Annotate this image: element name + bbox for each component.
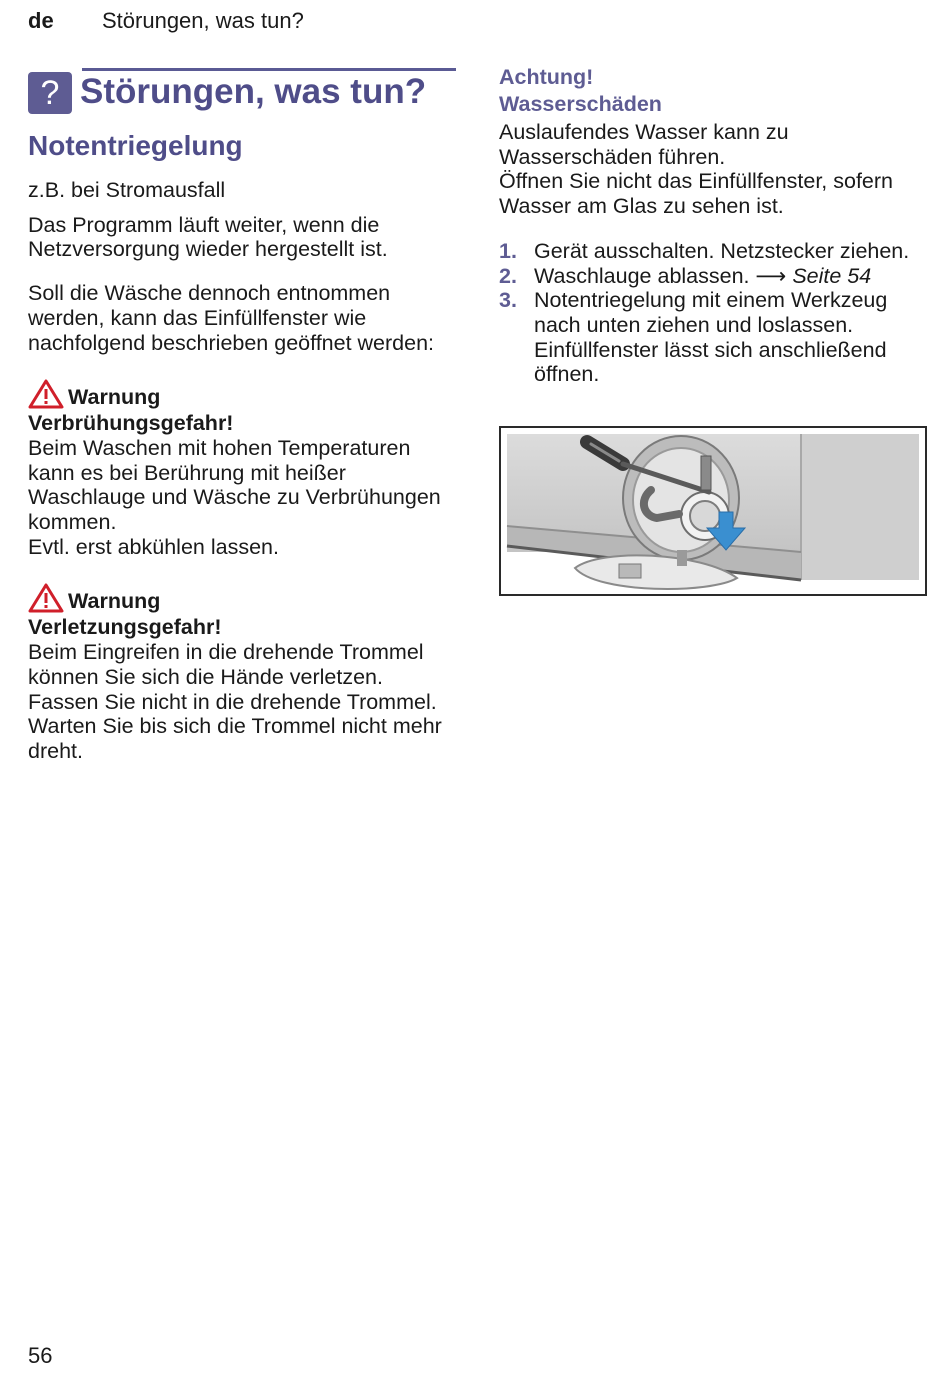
step-number: 1.	[499, 238, 517, 263]
paragraph-remove-laundry: Soll die Wäsche dennoch entnommen werden, kann das Einfüllfenster wie nachfolgend beschrieben geöffnet werden:	[28, 281, 435, 355]
warning-advice: Evtl. erst abkühlen lassen.	[28, 534, 279, 559]
step-number: 3.	[499, 288, 517, 313]
warning-injury	[28, 583, 460, 763]
emergency-release-illustration	[499, 426, 927, 596]
page-number: 56	[28, 1343, 53, 1368]
step-text: Gerät ausschalten. Netzstecker ziehen.	[534, 238, 910, 263]
step-item	[499, 239, 929, 264]
warning-text: Beim Waschen mit hohen Temperaturen kann es bei Berührung mit heißer Waschlauge und Wäsche zu Verbrühungen kommen.	[28, 435, 441, 535]
question-icon: ?	[28, 72, 72, 114]
warning-label: Warnung	[68, 588, 161, 613]
warning-text: Beim Eingreifen in die drehende Trommel können Sie sich die Hände verletzen.	[28, 640, 424, 689]
arrow-right-icon: ⟶	[755, 263, 787, 288]
step-number: 2.	[499, 263, 517, 288]
section-title: Notentriegelung	[28, 130, 243, 161]
warning-advice-wait: Warten Sie bis sich die Trommel nicht mehr dreht.	[28, 714, 442, 763]
paragraph-program-continues: Das Programm läuft weiter, wenn die Netzversorgung wieder hergestellt ist.	[28, 212, 388, 262]
warning-advice: Fassen Sie nicht in die drehende Trommel.	[28, 689, 437, 714]
step-item	[499, 288, 929, 387]
step-text: Notentriegelung mit einem Werkzeug nach unten ziehen und loslassen. Einfüllfenster lässt sich anschließend öffnen.	[534, 288, 888, 387]
warning-hazard: Verletzungsgefahr!	[28, 615, 222, 640]
warning-scalding	[28, 379, 460, 559]
paragraph-power-failure: z.B. bei Stromausfall	[28, 178, 226, 202]
right-column	[499, 64, 929, 387]
washer-illustration	[501, 428, 925, 594]
language-code: de	[28, 8, 54, 33]
page-reference-link[interactable]: Seite 54	[792, 263, 872, 288]
attention-advice: Öffnen Sie nicht das Einfüllfenster, sofern Wasser am Glas zu sehen ist.	[499, 169, 894, 219]
step-text: Waschlauge ablassen.	[534, 263, 750, 288]
warning-triangle-icon	[28, 583, 64, 613]
chapter-rule	[82, 68, 456, 71]
running-header-title: Störungen, was tun?	[102, 8, 304, 33]
chapter-title: Störungen, was tun?	[80, 72, 427, 111]
attention-title: Achtung!	[499, 65, 594, 89]
chapter-heading	[28, 68, 460, 118]
step-list	[499, 239, 929, 387]
step-item	[499, 264, 929, 289]
left-column	[28, 68, 460, 764]
attention-text: Auslaufendes Wasser kann zu Wasserschäden führen.	[499, 120, 789, 169]
attention-subtitle: Wasserschäden	[499, 92, 662, 116]
warning-triangle-icon	[28, 379, 64, 409]
warning-label: Warnung	[68, 384, 161, 409]
warning-hazard: Verbrühungsgefahr!	[28, 411, 234, 436]
